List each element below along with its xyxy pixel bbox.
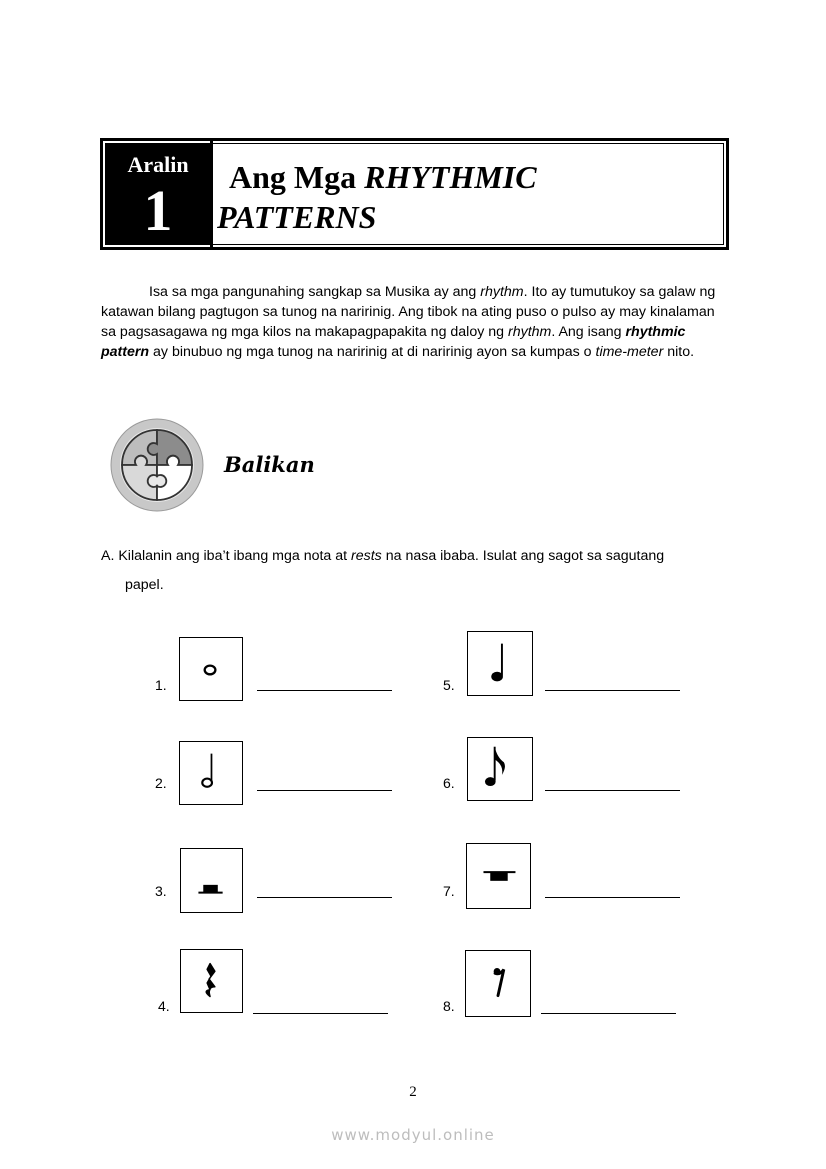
answer-line[interactable]: [545, 690, 680, 691]
eighth-note-icon: [467, 737, 533, 801]
answer-line[interactable]: [257, 790, 392, 791]
intro-emphasis: time-meter: [595, 344, 664, 360]
item-number: 8.: [443, 998, 455, 1014]
whole-note-icon: [179, 637, 243, 701]
quarter-rest-icon: [180, 949, 243, 1013]
answer-line[interactable]: [257, 690, 392, 691]
answer-line[interactable]: [257, 897, 392, 898]
intro-text: . Ang isang: [551, 324, 626, 340]
intro-strong: rhythmic pattern: [101, 324, 686, 360]
item-number: 3.: [155, 883, 167, 899]
intro-text: Isa sa mga pangunahing sangkap sa Musika ay ang: [149, 284, 481, 300]
lesson-title-line2: PATTERNS: [217, 199, 377, 235]
whole-rest-icon: [466, 843, 531, 909]
lesson-number: 1: [143, 178, 173, 243]
instruction-text: na nasa ibaba. Isulat ang sagot sa sagutang: [381, 548, 665, 564]
lesson-number-block: [106, 144, 210, 244]
eighth-rest-icon: [465, 950, 531, 1017]
item-number: 5.: [443, 677, 455, 693]
half-note-icon: [179, 741, 243, 805]
item-number: 1.: [155, 677, 167, 693]
lesson-title-plain: Ang Mga: [229, 159, 365, 195]
item-number: 2.: [155, 775, 167, 791]
puzzle-icon: [110, 418, 204, 512]
watermark: www.modyul.online: [331, 1126, 495, 1144]
instruction-text: A. Kilalanin ang iba’t ibang mga nota at: [101, 548, 352, 564]
answer-line[interactable]: [541, 1013, 676, 1014]
instruction-line2: papel.: [125, 577, 164, 593]
intro-text: ay binubuo ng mga tunog na naririnig at di naririnig ayon sa kumpas o: [149, 344, 596, 360]
intro-emphasis: rhythm: [507, 324, 552, 340]
item-number: 6.: [443, 775, 455, 791]
lesson-header: [100, 138, 729, 250]
lesson-label: Aralin: [127, 152, 189, 177]
answer-line[interactable]: [253, 1013, 388, 1014]
instruction: [101, 546, 664, 566]
half-rest-icon: [180, 848, 243, 913]
intro-paragraph: [101, 282, 726, 362]
item-number: 4.: [158, 998, 170, 1014]
answer-line[interactable]: [545, 790, 680, 791]
intro-text: . Ito ay tumutukoy sa galaw ng katawan bilang pagtugon sa tunog na naririnig. Ang tibok na ating puso o pulso ay may kinalaman sa pagsasagawa ng mga kilos na makapagpapakita ng daloy ng: [101, 284, 716, 340]
item-number: 7.: [443, 883, 455, 899]
intro-emphasis: rhythm: [480, 284, 524, 300]
lesson-title: [217, 157, 597, 237]
lesson-title-italic: RHYTHMIC: [364, 159, 537, 195]
quarter-note-icon: [467, 631, 533, 696]
header-divider: [210, 141, 213, 247]
intro-text: nito.: [663, 344, 695, 360]
section-title: Balikan: [224, 452, 315, 477]
answer-line[interactable]: [545, 897, 680, 898]
page-number: 2: [409, 1084, 417, 1100]
instruction-emphasis: rests: [351, 548, 382, 564]
